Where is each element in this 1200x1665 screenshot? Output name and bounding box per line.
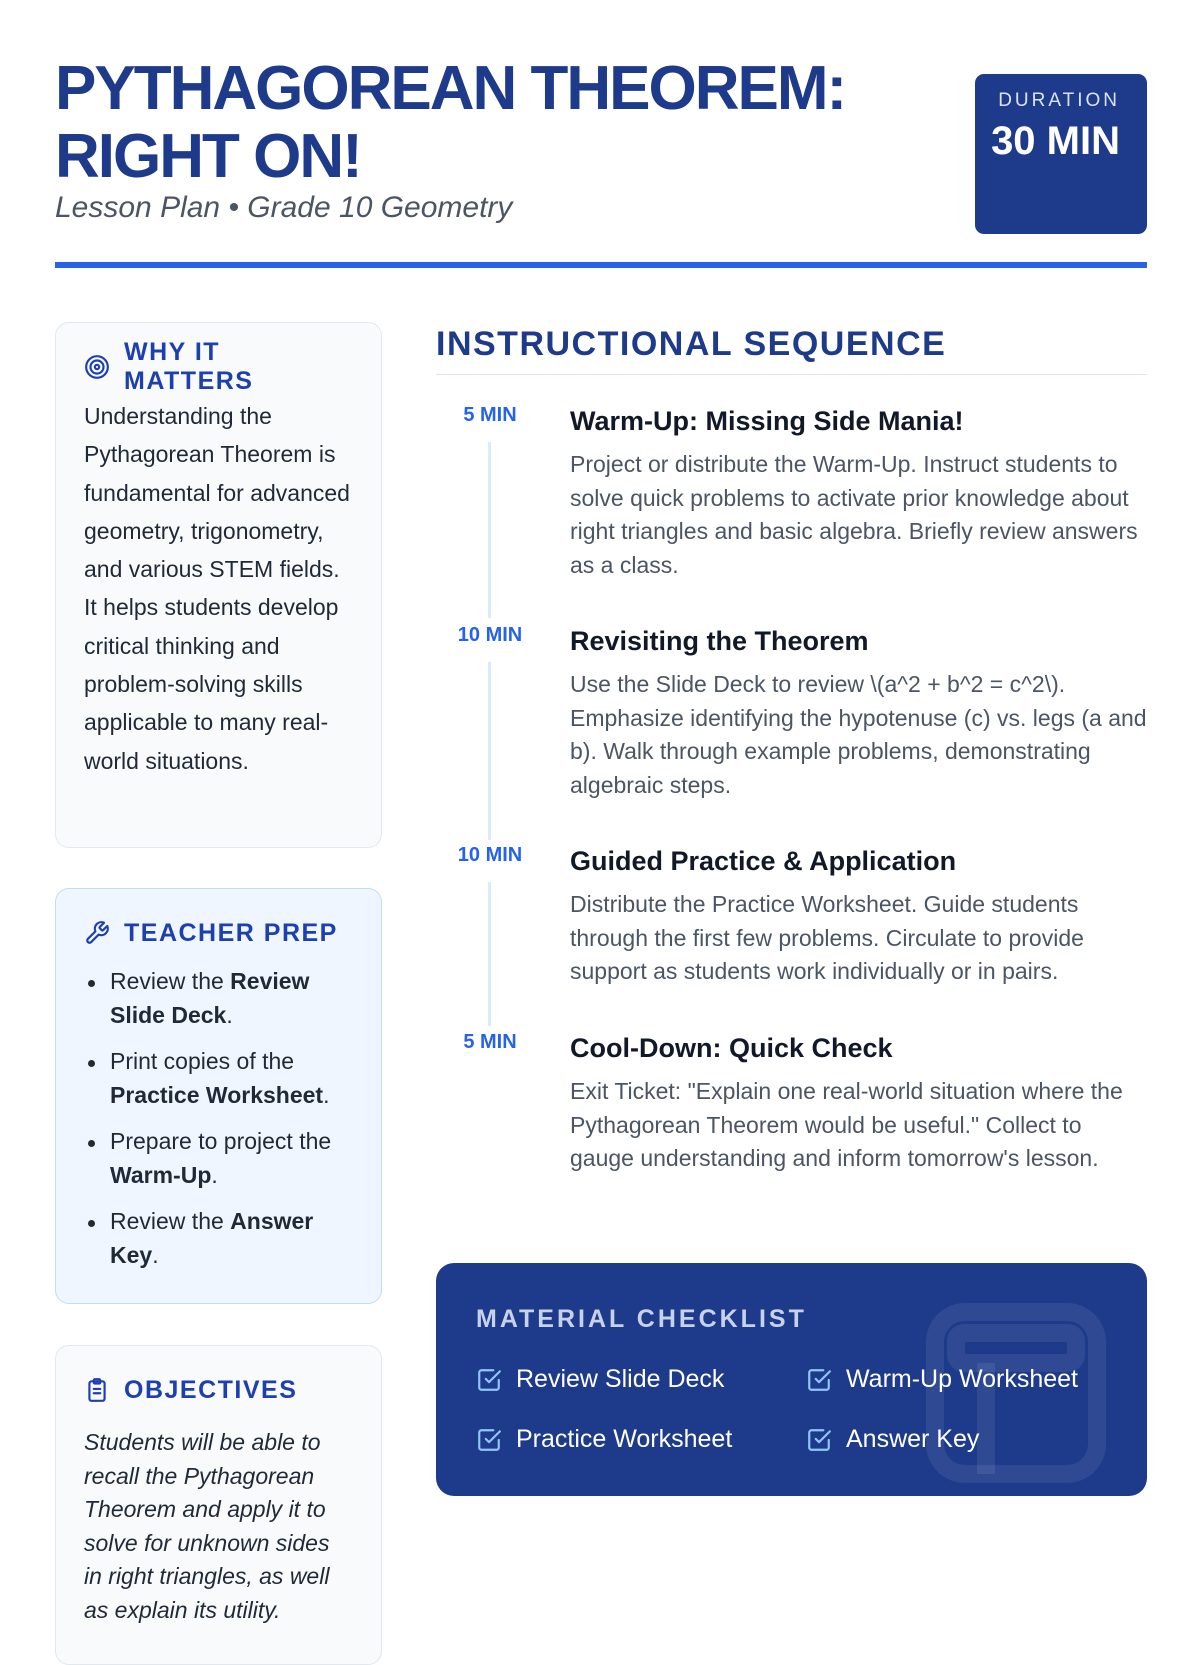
prep-item-end: . (226, 1001, 233, 1028)
checkbox-checked-icon (476, 1427, 502, 1453)
why-it-matters-card (55, 322, 382, 848)
list-item (84, 1045, 353, 1112)
objectives-card (55, 1345, 382, 1665)
timeline-line (488, 882, 491, 1026)
prep-item-text: Review the (110, 1208, 231, 1234)
timeline-line (488, 662, 491, 840)
step-title: Revisiting the Theorem (570, 626, 869, 656)
prep-item-bold: Answer Key (110, 1208, 314, 1268)
why-it-matters-title: WHY IT MATTERS (124, 338, 254, 395)
objectives-text: Students will be able to recall the Pythagorean Theorem and apply it to solve for unknown sides in right triangles, as well as explain its utility. (84, 1429, 330, 1623)
material-checklist (436, 1263, 1147, 1496)
checklist-item (806, 1365, 1078, 1394)
timeline-line (488, 442, 491, 618)
checklist-item-label: Practice Worksheet (516, 1425, 733, 1453)
sequence-divider (436, 374, 1147, 375)
step-title: Guided Practice & Application (570, 846, 957, 876)
duration-label: DURATION (998, 90, 1120, 111)
step-description: Exit Ticket: "Explain one real-world situation where the Pythagorean Theorem would be useful." Collect to gauge understanding and inform tomorrow's lesson. (570, 1078, 1123, 1171)
checklist-item-label: Answer Key (846, 1425, 980, 1453)
prep-item-end: . (211, 1161, 218, 1188)
step-time: 10 MIN (457, 624, 523, 646)
checklist-title: MATERIAL CHECKLIST (476, 1305, 807, 1333)
prep-item-text: Print copies of the (110, 1048, 295, 1074)
objectives-title: OBJECTIVES (124, 1375, 298, 1404)
checkbox-checked-icon (806, 1427, 832, 1453)
step-title: Cool-Down: Quick Check (570, 1033, 893, 1063)
duration-value: 30 MIN (991, 119, 1120, 163)
target-icon (84, 354, 110, 380)
duration-badge (975, 74, 1147, 234)
step-time: 5 MIN (463, 1031, 517, 1053)
step-time: 5 MIN (463, 404, 517, 426)
teacher-prep-title: TEACHER PREP (124, 918, 338, 947)
teacher-prep-list (84, 965, 353, 1272)
checkbox-checked-icon (806, 1367, 832, 1393)
why-it-matters-header (84, 338, 353, 395)
teacher-prep-header (84, 915, 353, 951)
list-item (84, 965, 353, 1032)
prep-item-bold: Warm-Up (110, 1161, 212, 1188)
header-divider (55, 262, 1147, 268)
checklist-item-label: Review Slide Deck (516, 1365, 725, 1393)
clipboard-icon (84, 1377, 110, 1403)
prep-item-text: Prepare to project the (110, 1128, 332, 1154)
why-it-matters-text: Understanding the Pythagorean Theorem is fundamental for advanced geometry, trigonometry, and various STEM fields. It helps students develop critical thinking and problem-solving skills applicable to many real-world situations. (84, 403, 350, 774)
prep-item-end: . (152, 1241, 159, 1268)
checklist-item-label: Warm-Up Worksheet (846, 1365, 1078, 1393)
step-time: 10 MIN (457, 844, 523, 866)
list-item (84, 1125, 353, 1192)
prep-item-end: . (323, 1081, 330, 1108)
page-subtitle: Lesson Plan • Grade 10 Geometry (55, 191, 513, 224)
page-title: PYTHAGOREAN THEOREM: RIGHT ON! (55, 54, 846, 191)
step-description: Use the Slide Deck to review \(a^2 + b^2 = c^2\). Emphasize identifying the hypotenuse (c) vs. legs (a and b). Walk through example problems, demonstrating algebraic steps. (570, 671, 1147, 798)
list-item (84, 1205, 353, 1272)
checkbox-checked-icon (476, 1367, 502, 1393)
prep-item-text: Review the (110, 968, 231, 994)
step-description: Distribute the Practice Worksheet. Guide students through the first few problems. Circulate to provide support as students work individually or in pairs. (570, 891, 1084, 984)
checklist-item (806, 1425, 979, 1454)
objectives-header (84, 1372, 353, 1408)
sequence-title: INSTRUCTIONAL SEQUENCE (436, 325, 947, 363)
step-title: Warm-Up: Missing Side Mania! (570, 406, 964, 436)
step-description: Project or distribute the Warm-Up. Instruct students to solve quick problems to activate prior knowledge about right triangles and basic algebra. Briefly review answers as a class. (570, 451, 1138, 578)
checklist-item (476, 1365, 724, 1394)
prep-item-bold: Review Slide Deck (110, 968, 310, 1028)
header (55, 55, 1147, 270)
wrench-icon (84, 920, 110, 946)
prep-item-bold: Practice Worksheet (110, 1081, 324, 1108)
teacher-prep-card (55, 888, 382, 1304)
checklist-item (476, 1425, 732, 1454)
